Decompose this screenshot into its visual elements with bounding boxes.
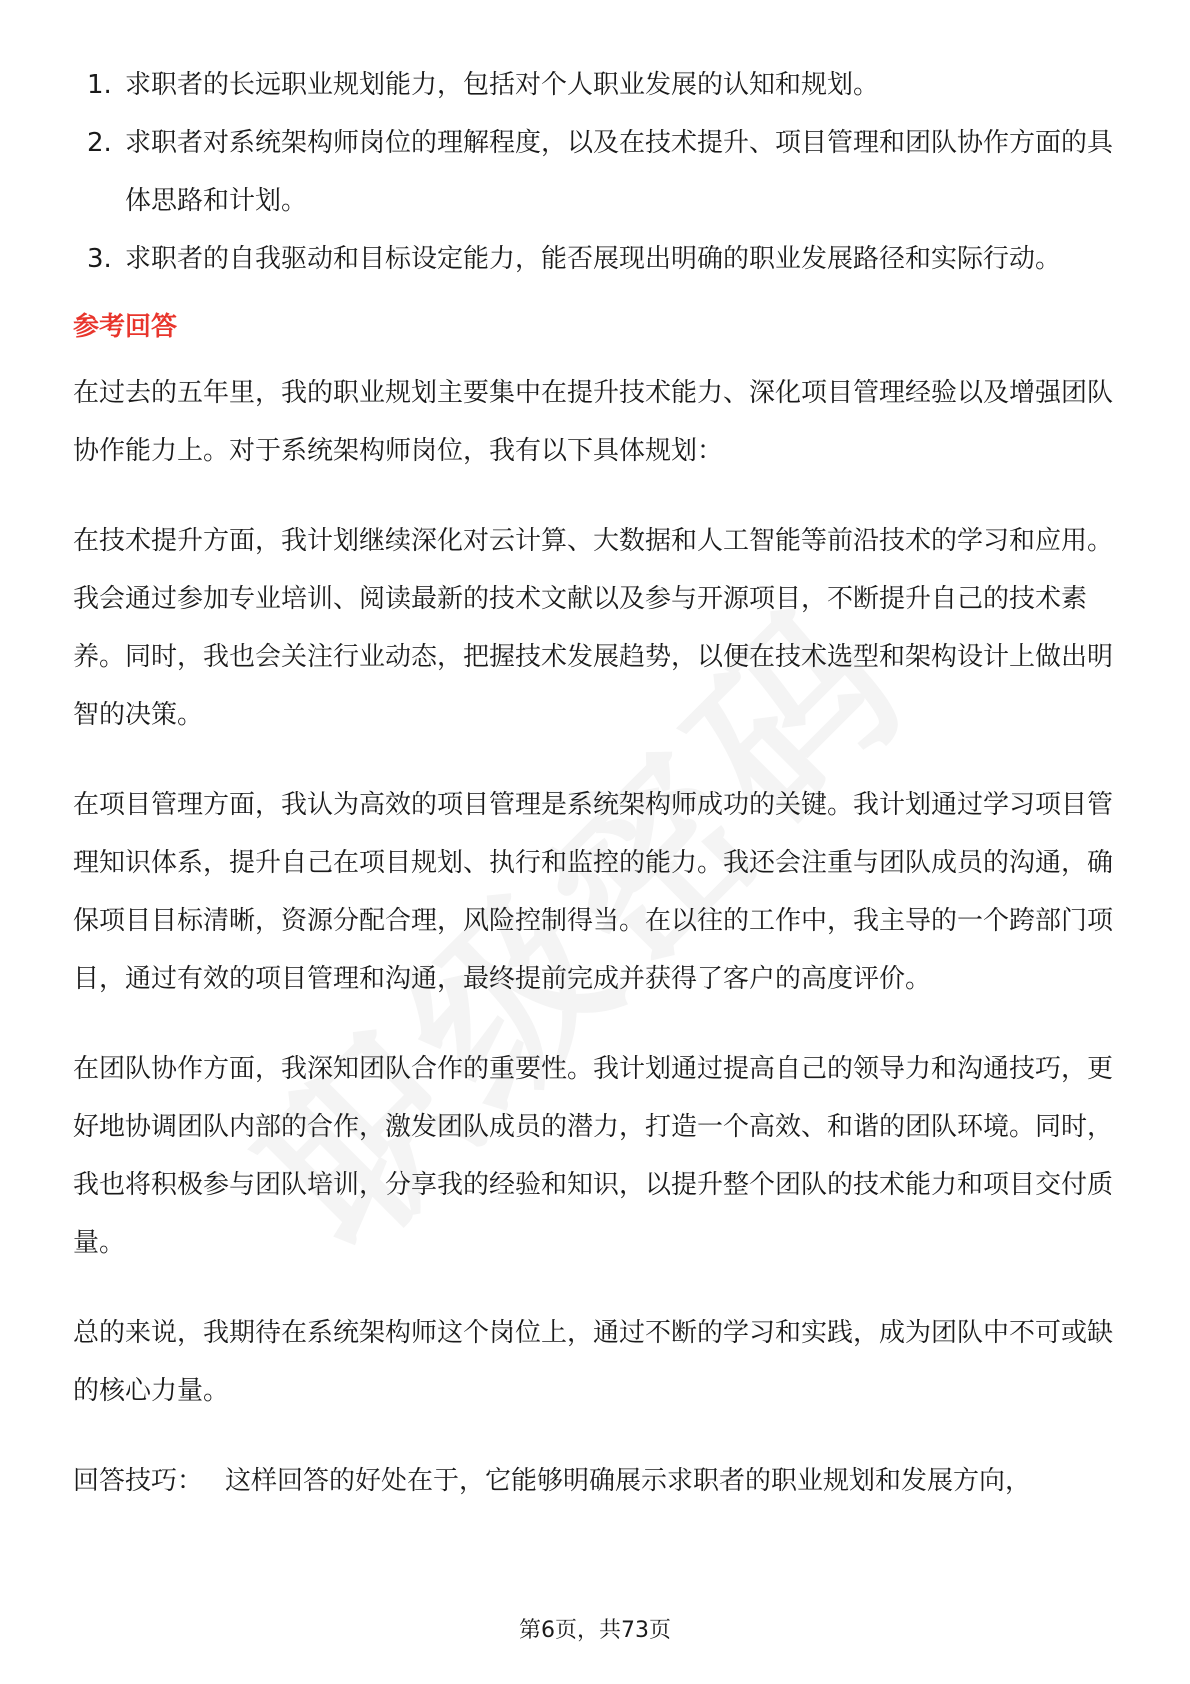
- page-footer: 第6页，共73页: [519, 1618, 671, 1643]
- tip-text: 这样回答的好处在于，它能够明确展示求职者的职业规划和发展方向，: [225, 1466, 1032, 1496]
- list-item: [73, 114, 1118, 230]
- list-number: 3.: [87, 244, 112, 274]
- tip-label: 回答技巧：: [73, 1466, 204, 1496]
- list-item-text: 求职者的自我驱动和目标设定能力，能否展现出明确的职业发展路径和实际行动。: [125, 244, 1062, 274]
- answer-tip: [73, 1452, 1118, 1510]
- list-number: 2.: [87, 128, 112, 158]
- paragraph-project: 在项目管理方面，我认为高效的项目管理是系统架构师成功的关键。我计划通过学习项目管理知识体系，提升自己在项目规划、执行和监控的能力。我还会注重与团队成员的沟通，确保项目目标清晰，资源分配合理，风险控制得当。在以往的工作中，我主导的一个跨部门项目，通过有效的项目管理和沟通，最终提前完成并获得了客户的高度评价。: [73, 790, 1114, 994]
- section-heading: 参考回答: [73, 312, 178, 342]
- paragraph-team: 在团队协作方面，我深知团队合作的重要性。我计划通过提高自己的领导力和沟通技巧，更好地协调团队内部的合作，激发团队成员的潜力，打造一个高效、和谐的团队环境。同时，我也将积极参与团队培训，分享我的经验和知识，以提升整个团队的技术能力和项目交付质量。: [73, 1054, 1114, 1258]
- list-number: 1.: [87, 70, 112, 100]
- paragraph-summary: 总的来说，我期待在系统架构师这个岗位上，通过不断的学习和实践，成为团队中不可或缺的核心力量。: [73, 1318, 1114, 1406]
- page-content: [73, 56, 1118, 1510]
- list-item-text: 求职者的长远职业规划能力，包括对个人职业发展的认知和规划。: [125, 70, 880, 100]
- paragraph-tech: 在技术提升方面，我计划继续深化对云计算、大数据和人工智能等前沿技术的学习和应用。我会通过参加专业培训、阅读最新的技术文献以及参与开源项目，不断提升自己的技术素养。同时，我也会关注行业动态，把握技术发展趋势，以便在技术选型和架构设计上做出明智的决策。: [73, 526, 1114, 730]
- evaluation-list: [73, 56, 1118, 288]
- list-item: [73, 56, 1118, 114]
- paragraph-intro: 在过去的五年里，我的职业规划主要集中在提升技术能力、深化项目管理经验以及增强团队协作能力上。对于系统架构师岗位，我有以下具体规划：: [73, 378, 1114, 466]
- list-item-text: 求职者对系统架构师岗位的理解程度，以及在技术提升、项目管理和团队协作方面的具体思路和计划。: [125, 128, 1114, 216]
- list-item: [73, 230, 1118, 288]
